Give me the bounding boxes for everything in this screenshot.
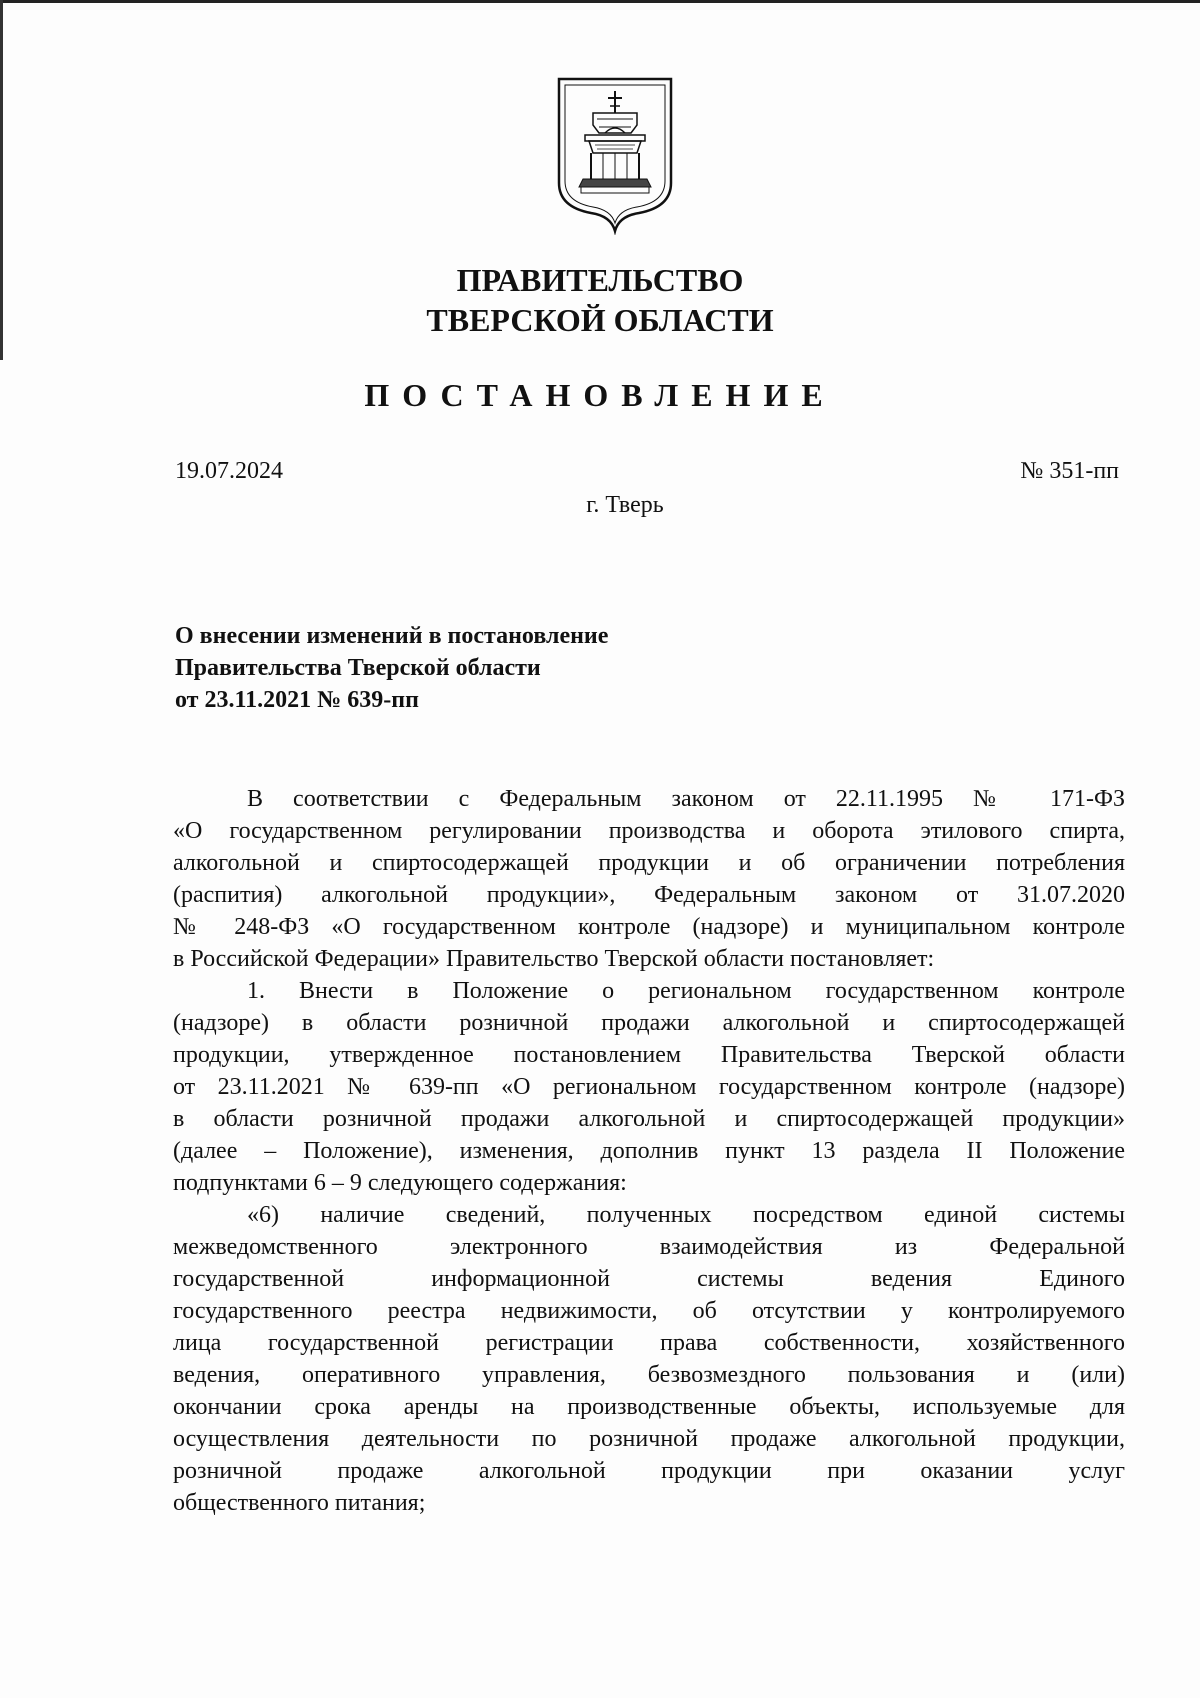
body-line: продукции, утвержденное постановлением Правительства Тверской области (173, 1042, 1125, 1068)
body-line: (надзоре) в области розничной продажи алкогольной и спиртосодержащей (173, 1010, 1125, 1036)
body-line: в Российской Федерации» Правительство Тверской области постановляет: (173, 946, 935, 972)
body-line: алкогольной и спиртосодержащей продукции и об ограничении потребления (173, 850, 1125, 876)
organization-name-line2: ТВЕРСКОЙ ОБЛАСТИ (426, 302, 774, 338)
subject-line: Правительства Тверской области (175, 655, 541, 681)
body-line: № 248-ФЗ «О государственном контроле (надзоре) и муниципальном контроле (173, 914, 1125, 940)
body-line: межведомственного электронного взаимодействия из Федеральной (173, 1234, 1125, 1260)
document-date: 19.07.2024 (175, 458, 283, 484)
body-line: в области розничной продажи алкогольной и спиртосодержащей продукции» (173, 1106, 1125, 1132)
body-line: общественного питания; (173, 1490, 426, 1516)
body-line: от 23.11.2021 № 639-пп «О региональном государственном контроле (надзоре) (173, 1074, 1125, 1100)
coat-of-arms-icon (555, 75, 675, 235)
body-line: В соответствии с Федеральным законом от 22.11.1995 № 171-ФЗ (247, 786, 1125, 812)
body-line: «О государственном регулировании производства и оборота этилового спирта, (173, 818, 1125, 844)
document-type: ПОСТАНОВЛЕНИЕ (364, 377, 836, 413)
subject-line: от 23.11.2021 № 639-пп (175, 687, 419, 713)
body-line: (распития) алкогольной продукции», Федеральным законом от 31.07.2020 (173, 882, 1125, 908)
body-line: подпунктами 6 – 9 следующего содержания: (173, 1170, 627, 1196)
body-line: 1. Внести в Положение о региональном государственном контроле (247, 978, 1125, 1004)
body-line: осуществления деятельности по розничной продаже алкогольной продукции, (173, 1426, 1125, 1452)
body-line: «6) наличие сведений, полученных посредством единой системы (247, 1202, 1125, 1228)
body-line: окончании срока аренды на производственные объекты, используемые для (173, 1394, 1125, 1420)
body-line: ведения, оперативного управления, безвозмездного пользования и (или) (173, 1362, 1125, 1388)
scan-edge-top (0, 0, 1200, 3)
document-body (173, 783, 1125, 1519)
organization-name-line1: ПРАВИТЕЛЬСТВО (456, 262, 744, 298)
body-line: розничной продаже алкогольной продукции при оказании услуг (173, 1458, 1125, 1484)
body-line: лица государственной регистрации права собственности, хозяйственного (173, 1330, 1125, 1356)
document-subject (175, 620, 608, 716)
body-line: государственного реестра недвижимости, об отсутствии у контролируемого (173, 1298, 1125, 1324)
document-city: г. Тверь (586, 492, 664, 518)
document-number: № 351-пп (1020, 458, 1119, 484)
body-line: (далее – Положение), изменения, дополнив пункт 13 раздела II Положение (173, 1138, 1125, 1164)
body-line: государственной информационной системы ведения Единого (173, 1266, 1125, 1292)
subject-line: О внесении изменений в постановление (175, 623, 609, 649)
